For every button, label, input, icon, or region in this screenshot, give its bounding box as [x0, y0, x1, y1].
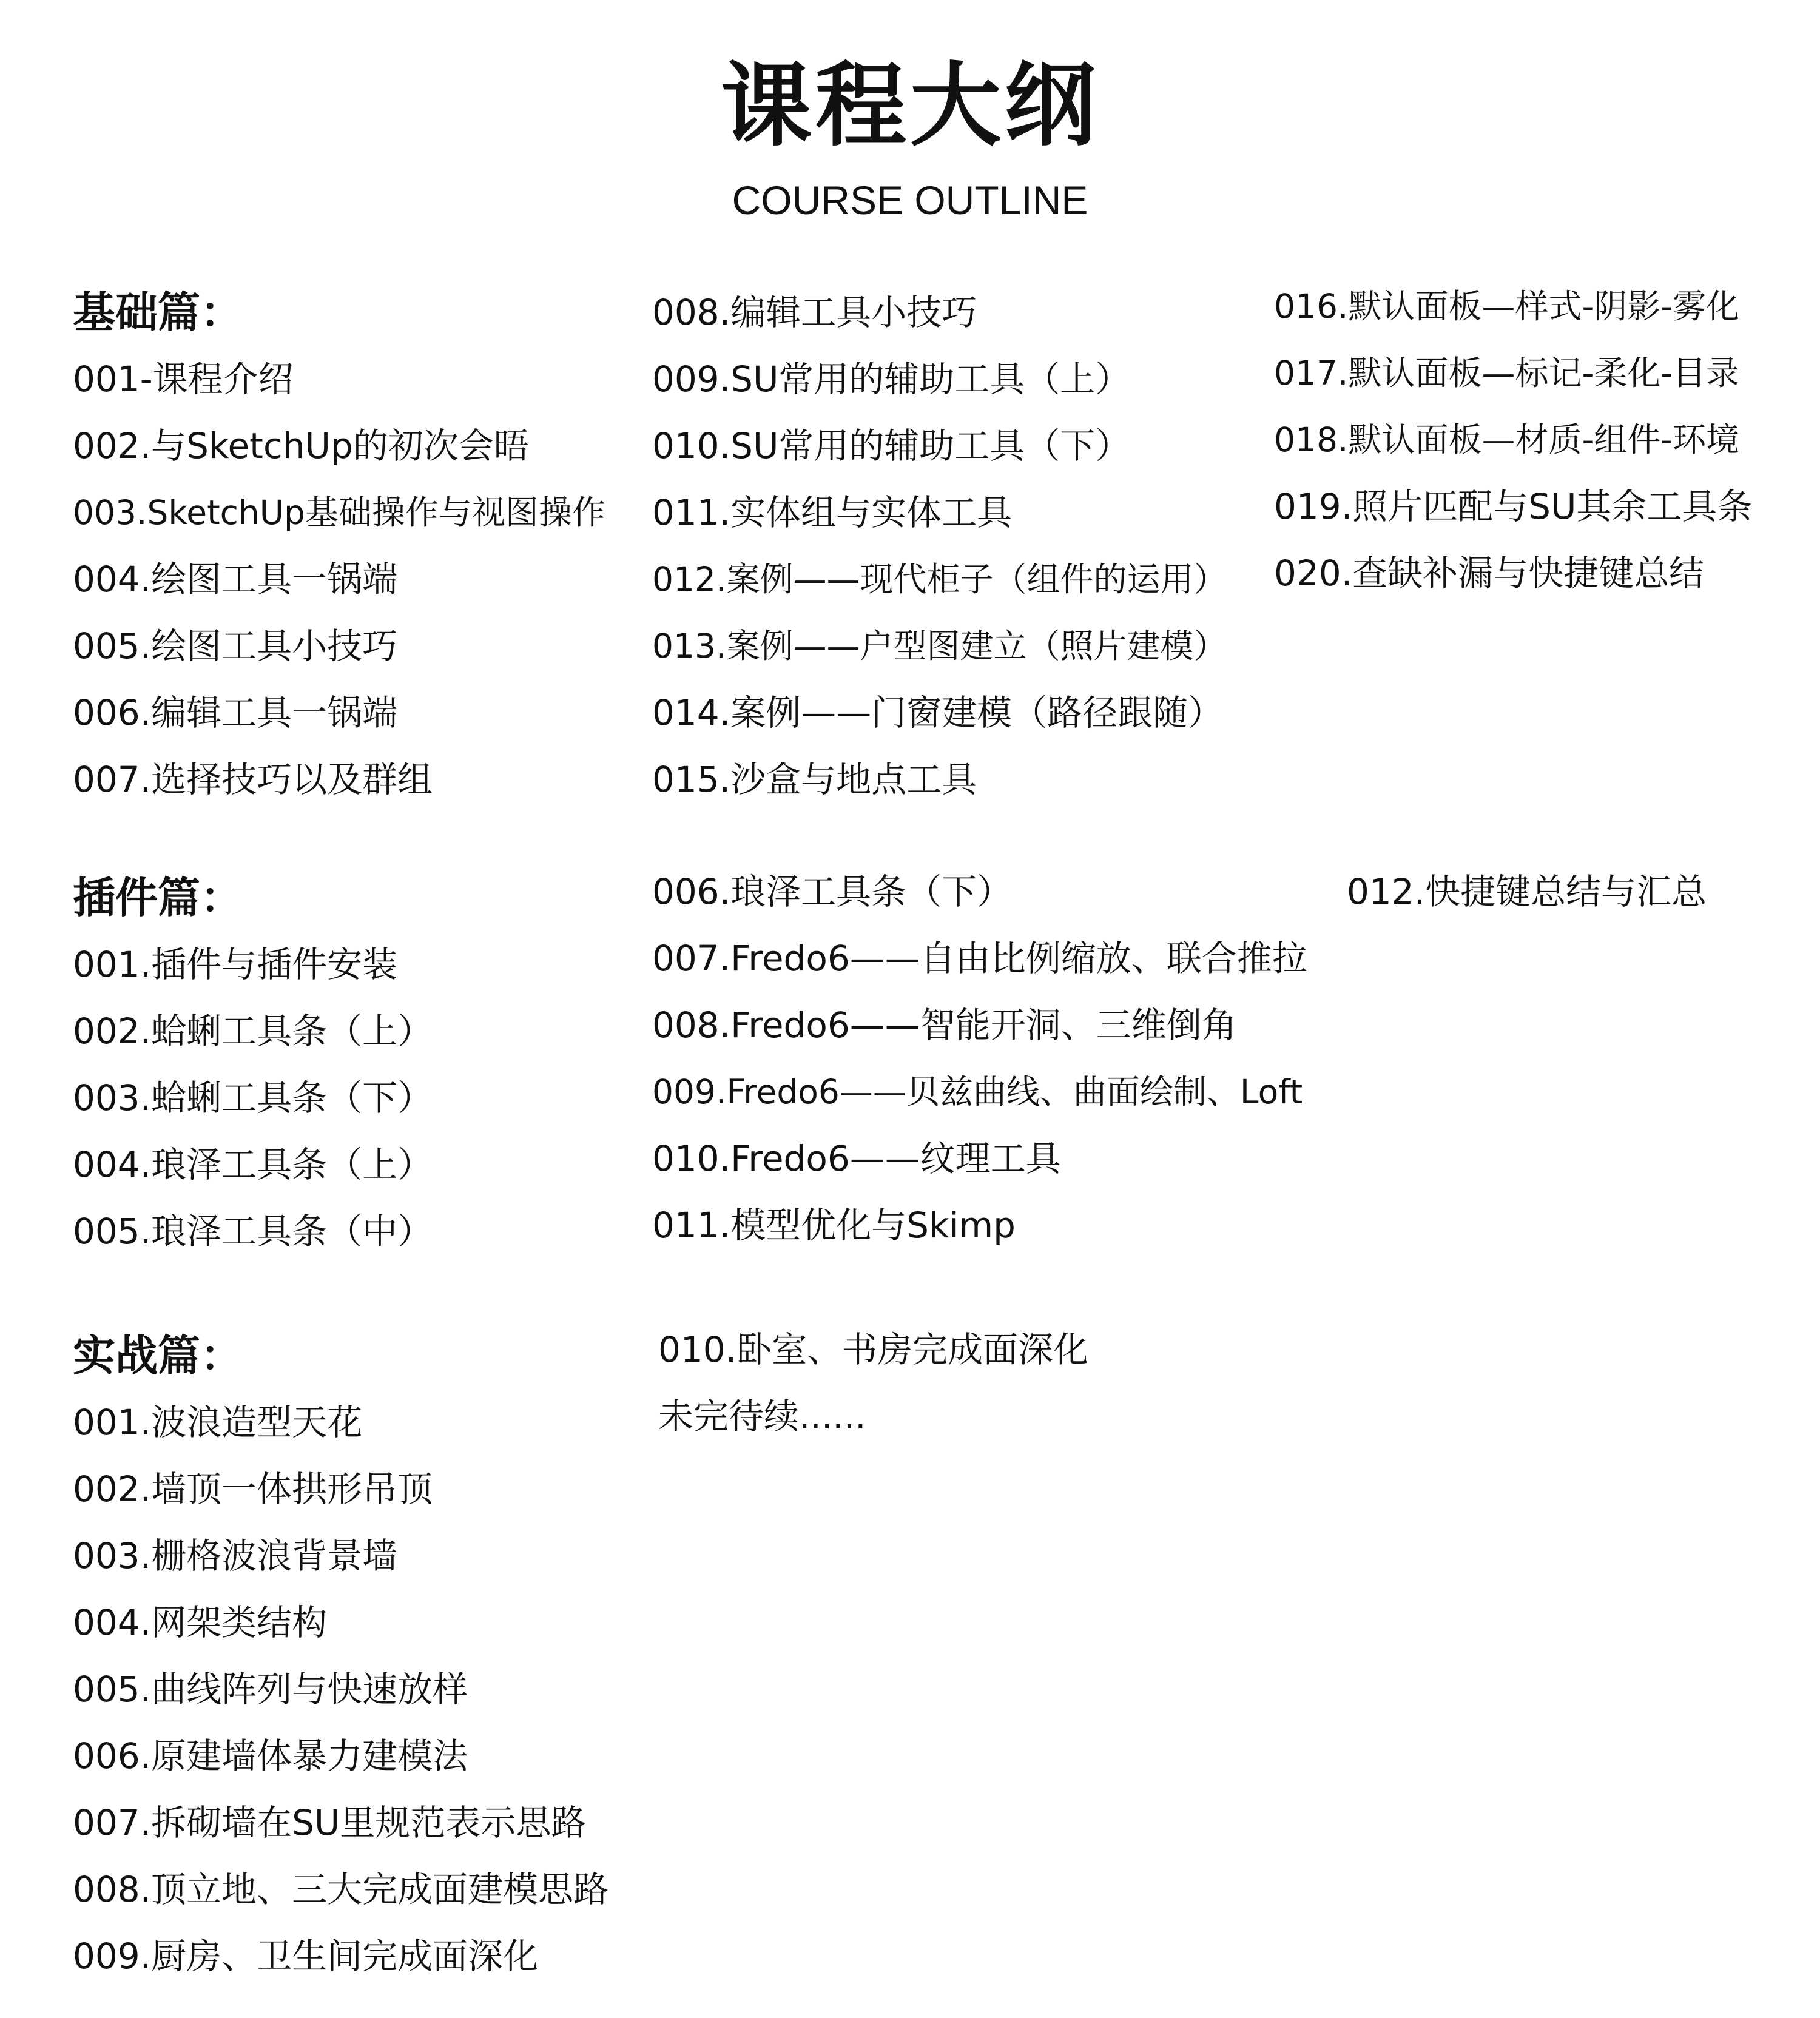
plugins-list-column-2	[652, 858, 1307, 1259]
list-item: 003.栅格波浪背景墙	[73, 1535, 398, 1576]
list-item: 011.模型优化与Skimp	[652, 1205, 1016, 1246]
section-heading-basic: 基础篇：	[73, 288, 243, 337]
section-heading-practice: 实战篇：	[73, 1331, 243, 1381]
list-item: 007.选择技巧以及群组	[73, 759, 433, 800]
list-item: 018.默认面板—材质-组件-环境	[1274, 420, 1740, 459]
list-item: 015.沙盒与地点工具	[652, 759, 977, 800]
list-item: 010.SU常用的辅助工具（下）	[652, 425, 1131, 466]
list-item: 009.SU常用的辅助工具（上）	[652, 358, 1131, 400]
list-item: 003.SketchUp基础操作与视图操作	[73, 493, 605, 532]
list-item: 019.照片匹配与SU其余工具条	[1274, 486, 1753, 527]
list-item: 008.Fredo6——智能开洞、三维倒角	[652, 1004, 1237, 1046]
list-item: 020.查缺补漏与快捷键总结	[1274, 553, 1705, 594]
list-item: 005.琅泽工具条（中）	[73, 1211, 433, 1252]
plugins-list-column-1	[73, 931, 433, 1265]
list-item: 005.曲线阵列与快速放样	[73, 1669, 468, 1710]
list-item: 004.绘图工具一锅端	[73, 559, 398, 600]
list-item: 012.案例——现代柜子（组件的运用）	[652, 560, 1227, 599]
list-item: 001-课程介绍	[73, 358, 294, 400]
page-subtitle: COURSE OUTLINE	[732, 178, 1088, 223]
list-item: 未完待续......	[658, 1396, 866, 1437]
basic-list-column-2	[652, 279, 1227, 813]
list-item: 005.绘图工具小技巧	[73, 625, 398, 667]
page-title: 课程大纲	[720, 53, 1099, 159]
list-item: 001.插件与插件安装	[73, 944, 398, 985]
list-item: 009.厨房、卫生间完成面深化	[73, 1936, 539, 1977]
list-item: 002.与SketchUp的初次会晤	[73, 425, 529, 466]
list-item: 007.Fredo6——自由比例缩放、联合推拉	[652, 938, 1307, 979]
list-item: 003.蛤蜊工具条（下）	[73, 1077, 433, 1118]
list-item: 012.快捷键总结与汇总	[1347, 871, 1707, 912]
list-item: 004.网架类结构	[73, 1602, 328, 1643]
section-heading-plugins: 插件篇：	[73, 873, 243, 923]
list-item: 006.原建墙体暴力建模法	[73, 1735, 468, 1777]
list-item: 009.Fredo6——贝兹曲线、曲面绘制、Loft	[652, 1072, 1303, 1111]
list-item: 006.琅泽工具条（下）	[652, 871, 1013, 912]
list-item: 002.墙顶一体拱形吊顶	[73, 1468, 433, 1510]
basic-list-column-1	[73, 346, 605, 813]
list-item: 014.案例——门窗建模（路径跟随）	[652, 692, 1224, 733]
list-item: 010.卧室、书房完成面深化	[658, 1329, 1089, 1370]
list-item: 016.默认面板—样式-阴影-雾化	[1274, 287, 1740, 326]
list-item: 008.顶立地、三大完成面建模思路	[73, 1869, 609, 1910]
list-item: 001.波浪造型天花	[73, 1402, 363, 1443]
list-item: 010.Fredo6——纹理工具	[652, 1138, 1061, 1179]
list-item: 011.实体组与实体工具	[652, 492, 1013, 533]
list-item: 008.编辑工具小技巧	[652, 292, 977, 333]
practice-list-column-1	[73, 1389, 608, 1989]
list-item: 004.琅泽工具条（上）	[73, 1144, 433, 1185]
basic-list-column-3	[1274, 273, 1752, 607]
practice-list-column-2	[658, 1316, 1088, 1450]
list-item: 013.案例——户型图建立（照片建模）	[652, 627, 1227, 665]
list-item: 007.拆砌墙在SU里规范表示思路	[73, 1802, 587, 1843]
list-item: 006.编辑工具一锅端	[73, 692, 398, 733]
list-item: 002.蛤蜊工具条（上）	[73, 1011, 433, 1052]
plugins-list-column-3	[1347, 858, 1707, 925]
list-item: 017.默认面板—标记-柔化-目录	[1274, 354, 1740, 392]
